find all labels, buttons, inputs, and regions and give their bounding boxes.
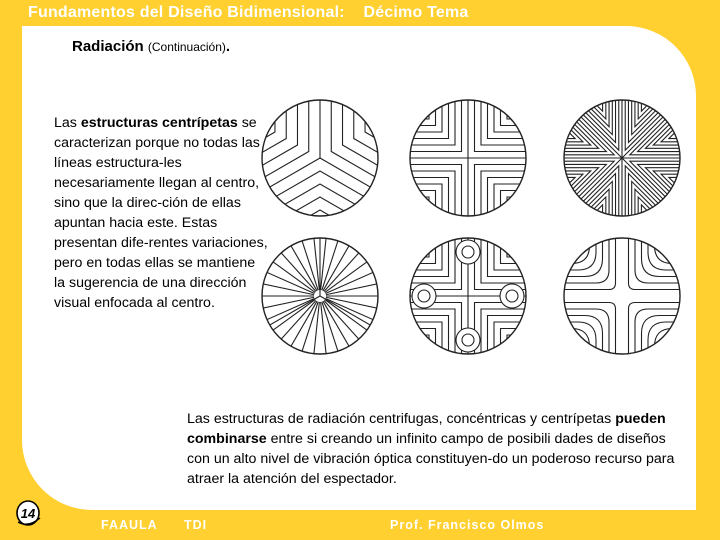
course-title: Fundamentos del Diseño Bidimensional: (28, 4, 345, 21)
section-title (72, 38, 230, 55)
footer-school: FAAULA (101, 518, 158, 532)
centripetal-patterns-figure (258, 96, 692, 366)
page-number-badge-icon (13, 498, 43, 528)
pattern-curved-quads (532, 206, 692, 366)
combo-bold-term: pueden combinarse (187, 411, 666, 447)
pattern-quad-corners (378, 96, 558, 248)
header-title (28, 4, 469, 22)
topic-title: Décimo Tema (363, 4, 469, 21)
combination-paragraph (187, 409, 687, 489)
desc-text-rest: se caracterizan porque no todas las líneas estructura-les necesariamente llegan al centro, sino que la direc-ción de ellas apuntan hacia este. Estas presentan dife-rentes variaciones, pero en todas ellas se mantiene la sugerencia de una dirección visual enfocada al centro. (54, 115, 268, 311)
combo-text-rest: entre si creando un infinito campo de posibili dades de diseños con un alto nivel de vibración óptica constituyen-do un poderoso recurso para atraer la atención del espectador. (187, 431, 675, 487)
pattern-cross-rings (378, 206, 558, 366)
section-heading: Radiación (72, 38, 144, 55)
section-subtitle: (Continuación) (147, 40, 226, 54)
footer-course: TDI (184, 518, 208, 532)
centripetal-description (54, 113, 269, 313)
desc-text-start: Las (54, 115, 81, 131)
pattern-radiating-fan (258, 226, 390, 365)
page-number: 14 (20, 506, 36, 521)
pattern-eight-star (336, 96, 692, 366)
footer-professor: Prof. Francisco Olmos (390, 518, 545, 532)
desc-bold-term: estructuras centrípetas (80, 115, 238, 131)
combo-text-start: Las estructuras de radiación centrifugas, concéntricas y centrípetas (187, 411, 616, 427)
section-punct: . (225, 38, 231, 55)
